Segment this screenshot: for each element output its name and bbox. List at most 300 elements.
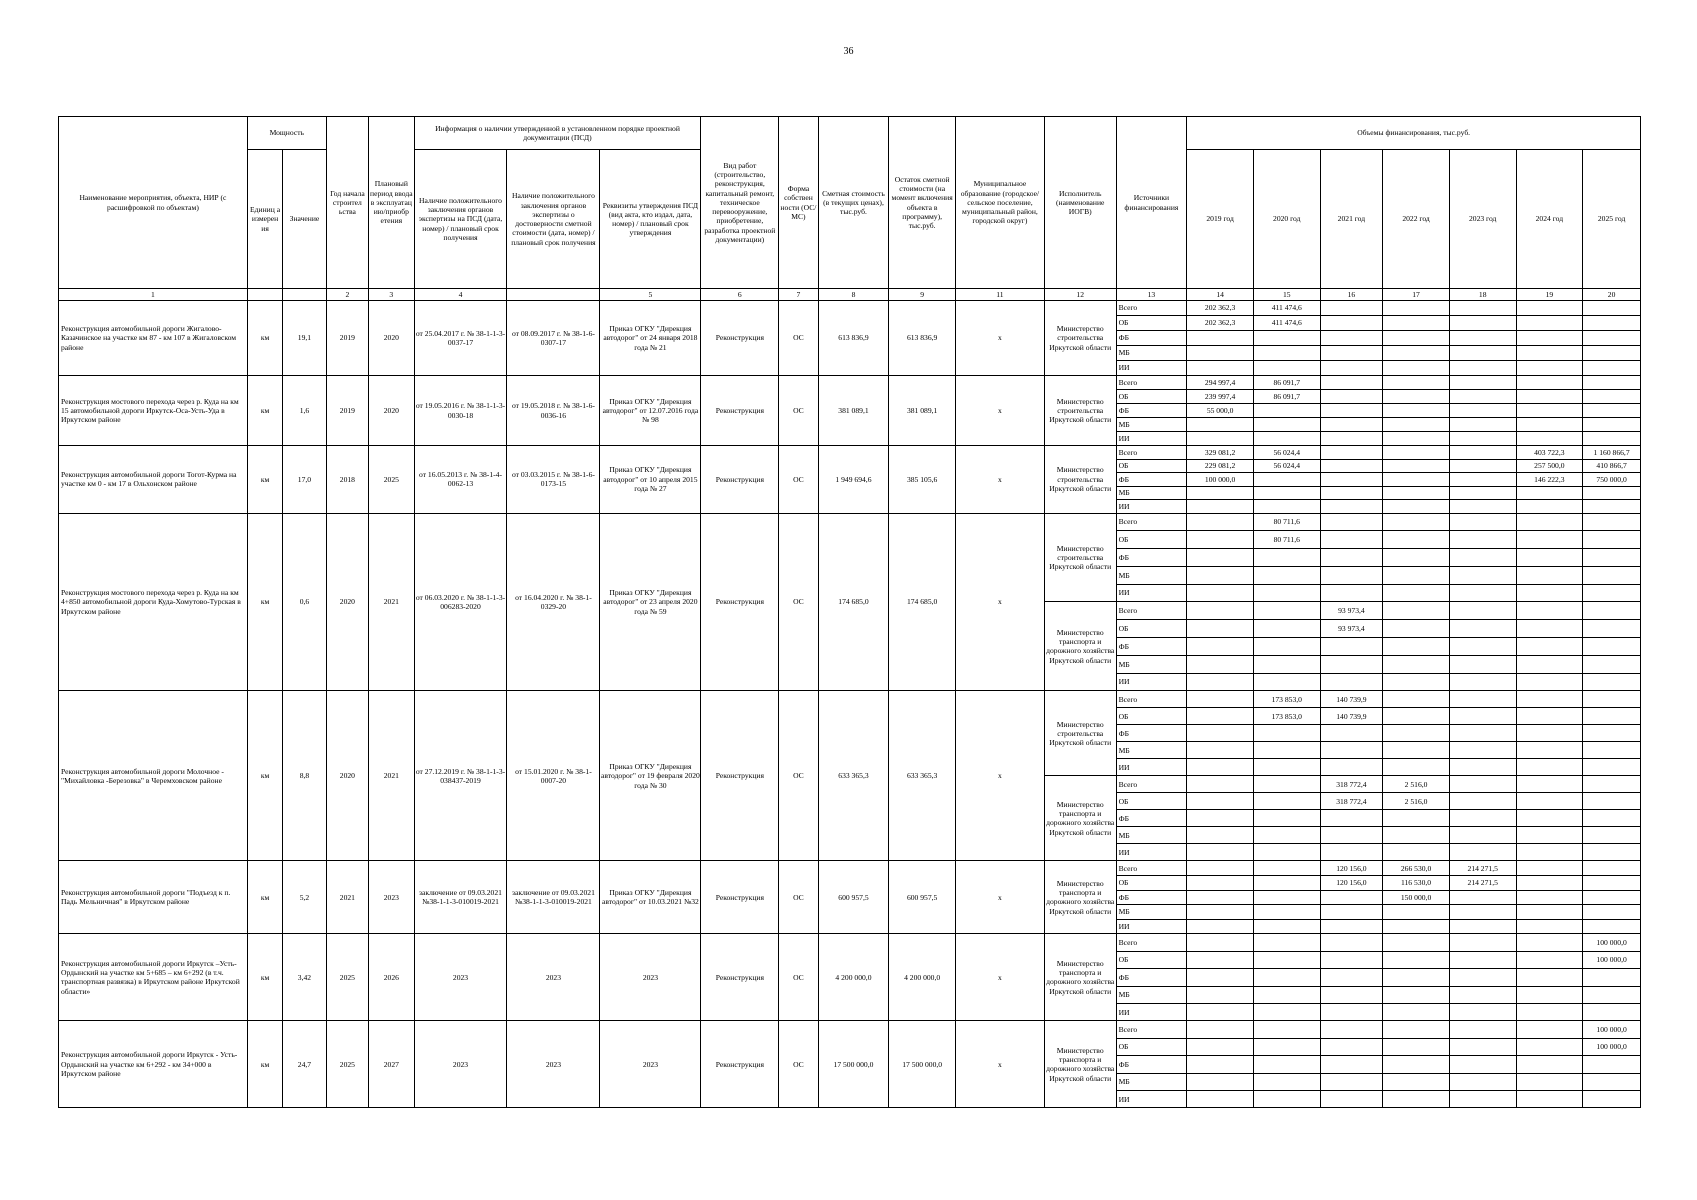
funding-value	[1187, 584, 1254, 602]
object-unit: км	[247, 376, 282, 446]
funding-value	[1383, 844, 1450, 861]
funding-value	[1320, 549, 1383, 567]
object-capacity-value: 5,2	[283, 861, 326, 934]
funding-value: 140 739,9	[1320, 691, 1383, 708]
funding-value	[1253, 861, 1320, 876]
object-municipality: х	[955, 376, 1044, 446]
funding-source-label: ФБ	[1116, 473, 1187, 487]
funding-value	[1516, 776, 1583, 793]
funding-value: 329 081,2	[1187, 446, 1254, 460]
funding-value	[1187, 1004, 1254, 1021]
funding-value	[1516, 376, 1583, 390]
funding-value	[1583, 742, 1641, 759]
financing-row	[59, 691, 1641, 708]
object-ownership: ОС	[779, 1021, 818, 1108]
object-psd-requisites: 2023	[600, 934, 701, 1021]
funding-source-label: ИИ	[1116, 500, 1187, 514]
object-psd-requisites: 2023	[600, 1021, 701, 1108]
object-year-start: 2020	[326, 691, 368, 861]
funding-value	[1583, 793, 1641, 810]
funding-value	[1187, 346, 1254, 361]
object-work-type: Реконструкция	[701, 446, 779, 514]
funding-source-label: ИИ	[1116, 759, 1187, 776]
object-estimated-cost: 613 836,9	[818, 301, 889, 376]
funding-source-label: ОБ	[1116, 390, 1187, 404]
funding-value	[1516, 346, 1583, 361]
funding-value: 93 973,4	[1320, 602, 1383, 620]
funding-value	[1253, 584, 1320, 602]
object-work-type: Реконструкция	[701, 513, 779, 691]
funding-value	[1516, 655, 1583, 673]
funding-value	[1583, 566, 1641, 584]
funding-value	[1449, 793, 1516, 810]
funding-value	[1187, 969, 1254, 986]
object-cost-expertise: 2023	[507, 934, 600, 1021]
financing-row	[59, 446, 1641, 460]
header-year-start: Год начала строител ьства	[326, 117, 368, 289]
funding-value	[1320, 742, 1383, 759]
funding-value	[1449, 725, 1516, 742]
object-capacity-value: 24,7	[283, 1021, 326, 1108]
funding-value	[1253, 549, 1320, 567]
funding-value	[1253, 934, 1320, 951]
funding-value	[1320, 418, 1383, 432]
object-name: Реконструкция автомобильной дороги Иркутск –Усть-Ордынский на участке км 5+685 – км 6+292 (в т.ч. транспортная развязка) в Иркутском районе Иркутской области»	[59, 934, 248, 1021]
object-estimated-cost: 1 949 694,6	[818, 446, 889, 514]
funding-value	[1253, 951, 1320, 968]
funding-value	[1320, 827, 1383, 844]
funding-value	[1253, 346, 1320, 361]
funding-value: 55 000,0	[1187, 404, 1254, 418]
funding-value	[1187, 1056, 1254, 1073]
funding-value	[1516, 1038, 1583, 1055]
funding-value: 150 000,0	[1383, 890, 1450, 905]
funding-value	[1583, 969, 1641, 986]
funding-value	[1187, 331, 1254, 346]
funding-value	[1516, 708, 1583, 725]
funding-value: 86 091,7	[1253, 390, 1320, 404]
funding-value	[1187, 638, 1254, 656]
funding-value	[1583, 844, 1641, 861]
header-year: 2020 год	[1253, 150, 1320, 289]
funding-value	[1253, 1073, 1320, 1090]
funding-value: 318 772,4	[1320, 793, 1383, 810]
funding-value	[1383, 951, 1450, 968]
funding-value	[1516, 432, 1583, 446]
funding-value	[1449, 331, 1516, 346]
funding-value	[1583, 776, 1641, 793]
funding-value	[1516, 1073, 1583, 1090]
funding-source-label: МБ	[1116, 1073, 1187, 1090]
funding-value	[1383, 673, 1450, 691]
funding-value	[1253, 638, 1320, 656]
funding-value	[1320, 905, 1383, 920]
funding-value	[1253, 725, 1320, 742]
funding-value	[1516, 986, 1583, 1003]
funding-value	[1320, 1004, 1383, 1021]
header-unit: Единиц а измерен ия	[247, 150, 282, 289]
funding-value	[1253, 404, 1320, 418]
funding-source-label: ОБ	[1116, 459, 1187, 473]
funding-source-label: Всего	[1116, 446, 1187, 460]
financing-row	[59, 1021, 1641, 1038]
object-remaining-cost: 600 957,5	[889, 861, 956, 934]
funding-value	[1253, 500, 1320, 514]
funding-value	[1516, 1090, 1583, 1107]
object-municipality: х	[955, 1021, 1044, 1108]
funding-value	[1383, 1056, 1450, 1073]
object-ownership: ОС	[779, 513, 818, 691]
funding-value	[1320, 919, 1383, 934]
column-number: 5	[600, 289, 701, 301]
funding-value	[1253, 776, 1320, 793]
funding-source-label: ИИ	[1116, 919, 1187, 934]
funding-value	[1516, 638, 1583, 656]
funding-value	[1516, 361, 1583, 376]
funding-value	[1583, 432, 1641, 446]
funding-value	[1187, 793, 1254, 810]
object-executor: Министерство строительства Иркутской области	[1044, 513, 1116, 602]
object-year-start: 2025	[326, 1021, 368, 1108]
funding-value	[1583, 708, 1641, 725]
funding-value	[1449, 376, 1516, 390]
funding-source-label: ФБ	[1116, 890, 1187, 905]
funding-source-label: ФБ	[1116, 969, 1187, 986]
funding-value	[1583, 876, 1641, 891]
funding-value: 80 711,6	[1253, 513, 1320, 531]
funding-value	[1187, 673, 1254, 691]
funding-source-label: ИИ	[1116, 1004, 1187, 1021]
funding-value	[1516, 549, 1583, 567]
object-capacity-value: 17,0	[283, 446, 326, 514]
funding-value	[1383, 473, 1450, 487]
funding-value	[1253, 810, 1320, 827]
object-psd-expertise: заключение от 09.03.2021 №38-1-1-3-010019-2021	[414, 861, 507, 934]
funding-value	[1253, 361, 1320, 376]
funding-value	[1383, 549, 1450, 567]
object-planned-period: 2025	[369, 446, 414, 514]
funding-value	[1449, 673, 1516, 691]
object-unit: км	[247, 691, 282, 861]
funding-value: 257 500,0	[1516, 459, 1583, 473]
funding-value	[1187, 810, 1254, 827]
object-executor: Министерство строительства Иркутской области	[1044, 301, 1116, 376]
funding-value	[1516, 418, 1583, 432]
funding-value	[1187, 432, 1254, 446]
funding-value	[1516, 861, 1583, 876]
funding-value	[1449, 905, 1516, 920]
funding-value	[1320, 459, 1383, 473]
funding-source-label: МБ	[1116, 986, 1187, 1003]
funding-value	[1383, 655, 1450, 673]
object-year-start: 2021	[326, 861, 368, 934]
funding-value	[1449, 951, 1516, 968]
funding-source-label: ИИ	[1116, 432, 1187, 446]
funding-value	[1383, 759, 1450, 776]
funding-value: 403 722,3	[1516, 446, 1583, 460]
funding-value	[1516, 566, 1583, 584]
funding-value	[1516, 951, 1583, 968]
funding-value	[1320, 376, 1383, 390]
funding-value	[1320, 331, 1383, 346]
funding-source-label: Всего	[1116, 776, 1187, 793]
object-capacity-value: 0,6	[283, 513, 326, 691]
funding-value: 93 973,4	[1320, 620, 1383, 638]
funding-value	[1516, 584, 1583, 602]
funding-value	[1583, 376, 1641, 390]
funding-value	[1449, 969, 1516, 986]
funding-value	[1516, 691, 1583, 708]
funding-value	[1583, 1004, 1641, 1021]
funding-value	[1583, 513, 1641, 531]
header-year: 2024 год	[1516, 150, 1583, 289]
column-number: 17	[1383, 289, 1450, 301]
funding-value	[1383, 446, 1450, 460]
funding-value: 100 000,0	[1583, 1038, 1641, 1055]
funding-value	[1187, 486, 1254, 500]
funding-value	[1383, 691, 1450, 708]
funding-value	[1253, 331, 1320, 346]
funding-value	[1383, 1004, 1450, 1021]
object-municipality: х	[955, 861, 1044, 934]
funding-value	[1320, 316, 1383, 331]
funding-value	[1383, 531, 1450, 549]
object-executor: Министерство транспорта и дорожного хозяйства Иркутской области	[1044, 934, 1116, 1021]
funding-value	[1253, 1021, 1320, 1038]
object-cost-expertise: от 16.04.2020 г. № 38-1-0329-20	[507, 513, 600, 691]
funding-source-label: МБ	[1116, 486, 1187, 500]
object-work-type: Реконструкция	[701, 691, 779, 861]
funding-value	[1253, 1038, 1320, 1055]
funding-source-label: Всего	[1116, 376, 1187, 390]
funding-value	[1187, 566, 1254, 584]
object-remaining-cost: 174 685,0	[889, 513, 956, 691]
object-ownership: ОС	[779, 861, 818, 934]
funding-value	[1583, 986, 1641, 1003]
funding-value	[1253, 620, 1320, 638]
funding-value	[1187, 986, 1254, 1003]
funding-value	[1187, 1038, 1254, 1055]
funding-value	[1449, 1056, 1516, 1073]
funding-value	[1449, 844, 1516, 861]
funding-source-label: ФБ	[1116, 1056, 1187, 1073]
funding-value	[1187, 361, 1254, 376]
funding-value	[1383, 1090, 1450, 1107]
object-psd-expertise: от 16.05.2013 г. № 38-1-4-0062-13	[414, 446, 507, 514]
object-ownership: ОС	[779, 301, 818, 376]
column-number: 11	[955, 289, 1044, 301]
funding-value	[1383, 827, 1450, 844]
header-year: 2025 год	[1583, 150, 1641, 289]
funding-value	[1383, 376, 1450, 390]
funding-value	[1449, 620, 1516, 638]
object-executor: Министерство транспорта и дорожного хозяйства Иркутской области	[1044, 861, 1116, 934]
object-estimated-cost: 381 089,1	[818, 376, 889, 446]
funding-value	[1583, 919, 1641, 934]
funding-value	[1516, 919, 1583, 934]
funding-value: 239 997,4	[1187, 390, 1254, 404]
funding-value	[1253, 486, 1320, 500]
object-executor: Министерство строительства Иркутской области	[1044, 691, 1116, 776]
funding-value	[1583, 905, 1641, 920]
funding-source-label: МБ	[1116, 346, 1187, 361]
header-planned-period: Плановый период ввода в эксплуатац ию/приобр етения	[369, 117, 414, 289]
object-unit: км	[247, 861, 282, 934]
funding-value	[1383, 934, 1450, 951]
funding-source-label: ФБ	[1116, 404, 1187, 418]
funding-value	[1253, 473, 1320, 487]
object-name: Реконструкция мостового перехода через р. Куда на км 4+850 автомобильной дороги Куда-Хомутово-Турская в Иркутском районе	[59, 513, 248, 691]
funding-source-label: ФБ	[1116, 725, 1187, 742]
object-name: Реконструкция автомобильной дороги "Подъезд к п. Падь Мельничная" в Иркутском районе	[59, 861, 248, 934]
funding-value	[1449, 1038, 1516, 1055]
funding-value	[1187, 876, 1254, 891]
funding-value	[1253, 759, 1320, 776]
header-municipality: Муниципальное образование (городское/сельское поселение, муниципальный район, городской округ)	[955, 117, 1044, 289]
funding-value	[1320, 1021, 1383, 1038]
header-psd-info: Информация о наличии утвержденной в установленном порядке проектной документации (ПСД)	[414, 117, 701, 150]
funding-value	[1449, 655, 1516, 673]
column-number	[507, 289, 600, 301]
object-municipality: х	[955, 934, 1044, 1021]
column-number: 2	[326, 289, 368, 301]
column-number	[247, 289, 282, 301]
funding-source-label: ИИ	[1116, 673, 1187, 691]
funding-value: 1 160 866,7	[1583, 446, 1641, 460]
object-psd-expertise: от 06.03.2020 г. № 38-1-1-3-006283-2020	[414, 513, 507, 691]
funding-value	[1516, 844, 1583, 861]
funding-value: 120 156,0	[1320, 876, 1383, 891]
funding-value	[1383, 1021, 1450, 1038]
funding-value	[1449, 1073, 1516, 1090]
funding-value: 120 156,0	[1320, 861, 1383, 876]
funding-value	[1583, 620, 1641, 638]
funding-value	[1449, 776, 1516, 793]
object-cost-expertise: от 15.01.2020 г. № 38-1-0007-20	[507, 691, 600, 861]
column-number: 13	[1116, 289, 1187, 301]
object-psd-requisites: Приказ ОГКУ "Дирекция автодорог" от 24 января 2018 года № 21	[600, 301, 701, 376]
funding-value	[1253, 793, 1320, 810]
object-name: Реконструкция автомобильной дороги Тогот-Курма на участке км 0 - км 17 в Ольхонском районе	[59, 446, 248, 514]
object-psd-requisites: Приказ ОГКУ "Дирекция автодорог" от 10 апреля 2015 года № 27	[600, 446, 701, 514]
funding-value	[1320, 513, 1383, 531]
funding-value	[1583, 584, 1641, 602]
funding-value	[1449, 390, 1516, 404]
column-number: 18	[1449, 289, 1516, 301]
column-number: 14	[1187, 289, 1254, 301]
funding-value	[1583, 638, 1641, 656]
header-capacity: Мощность	[247, 117, 326, 150]
funding-value	[1383, 301, 1450, 316]
funding-value	[1516, 742, 1583, 759]
funding-value	[1583, 418, 1641, 432]
funding-value	[1449, 346, 1516, 361]
funding-value	[1449, 549, 1516, 567]
funding-value	[1320, 934, 1383, 951]
funding-value	[1516, 1004, 1583, 1021]
funding-value	[1187, 1090, 1254, 1107]
funding-value	[1253, 890, 1320, 905]
funding-source-label: МБ	[1116, 418, 1187, 432]
funding-value	[1383, 620, 1450, 638]
funding-value	[1187, 691, 1254, 708]
object-capacity-value: 19,1	[283, 301, 326, 376]
funding-value	[1449, 890, 1516, 905]
funding-source-label: ОБ	[1116, 793, 1187, 810]
funding-value	[1383, 404, 1450, 418]
column-number: 3	[369, 289, 414, 301]
header-psd-requisites: Реквизиты утверждения ПСД (вид акта, кто издал, дата, номер) / плановый срок утверждения	[600, 150, 701, 289]
funding-value	[1449, 566, 1516, 584]
funding-value	[1516, 500, 1583, 514]
funding-value	[1449, 691, 1516, 708]
header-ownership: Форма собствен ности (ОС/ МС)	[779, 117, 818, 289]
financing-row	[59, 861, 1641, 876]
funding-value	[1253, 919, 1320, 934]
funding-value	[1583, 500, 1641, 514]
funding-value	[1383, 486, 1450, 500]
funding-value: 100 000,0	[1583, 934, 1641, 951]
funding-value	[1516, 725, 1583, 742]
funding-value: 80 711,6	[1253, 531, 1320, 549]
page-number: 36	[843, 46, 854, 57]
header-year: 2021 год	[1320, 150, 1383, 289]
column-number: 4	[414, 289, 507, 301]
funding-value	[1187, 708, 1254, 725]
funding-value	[1187, 531, 1254, 549]
funding-value	[1383, 742, 1450, 759]
funding-value	[1253, 673, 1320, 691]
object-work-type: Реконструкция	[701, 861, 779, 934]
object-municipality: х	[955, 691, 1044, 861]
financing-row	[59, 301, 1641, 316]
header-financing: Объемы финансирования, тыс.руб.	[1187, 117, 1641, 150]
funding-value	[1187, 602, 1254, 620]
funding-value	[1449, 361, 1516, 376]
funding-value: 86 091,7	[1253, 376, 1320, 390]
object-remaining-cost: 633 365,3	[889, 691, 956, 861]
funding-value	[1383, 1073, 1450, 1090]
funding-value	[1583, 549, 1641, 567]
funding-source-label: МБ	[1116, 905, 1187, 920]
funding-value	[1516, 513, 1583, 531]
funding-source-label: ФБ	[1116, 331, 1187, 346]
funding-value	[1383, 986, 1450, 1003]
object-planned-period: 2023	[369, 861, 414, 934]
funding-value	[1253, 876, 1320, 891]
funding-value: 411 474,6	[1253, 316, 1320, 331]
object-planned-period: 2026	[369, 934, 414, 1021]
funding-value	[1320, 1090, 1383, 1107]
financing-row	[59, 376, 1641, 390]
funding-value	[1253, 969, 1320, 986]
object-unit: км	[247, 1021, 282, 1108]
object-estimated-cost: 633 365,3	[818, 691, 889, 861]
funding-source-label: Всего	[1116, 934, 1187, 951]
funding-value	[1383, 316, 1450, 331]
funding-value	[1320, 432, 1383, 446]
funding-value	[1187, 725, 1254, 742]
object-cost-expertise: заключение от 09.03.2021 №38-1-1-3-010019-2021	[507, 861, 600, 934]
funding-value	[1449, 810, 1516, 827]
object-unit: км	[247, 934, 282, 1021]
object-planned-period: 2020	[369, 301, 414, 376]
object-cost-expertise: от 08.09.2017 г. № 38-1-6-0307-17	[507, 301, 600, 376]
column-number: 7	[779, 289, 818, 301]
funding-source-label: ИИ	[1116, 1090, 1187, 1107]
funding-value	[1187, 620, 1254, 638]
column-number: 15	[1253, 289, 1320, 301]
